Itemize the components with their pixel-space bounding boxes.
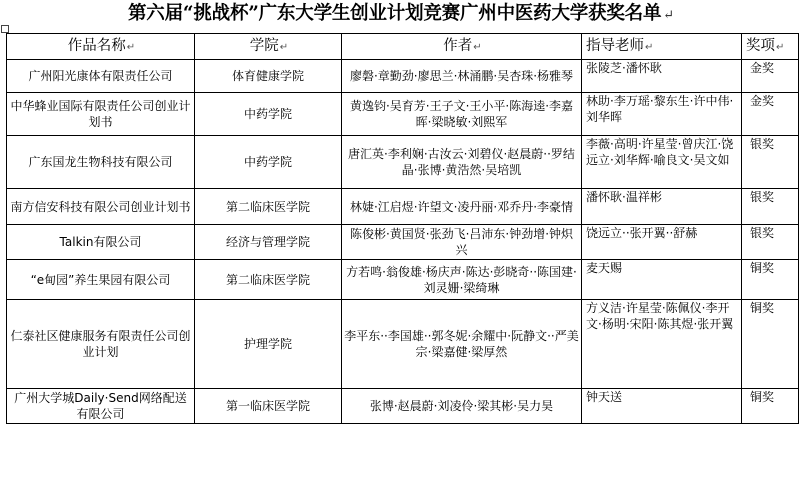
authors: 唐汇英·李利娴·古汝云·刘碧仪·赵晨蔚··罗结晶·张博·黄浩然·吴培凯 [342,136,582,189]
mentors: 林助·李万瑶·黎东生·许中伟·刘华晖 [582,93,742,136]
page-title [0,0,802,30]
project-name: 广州大学城Daily·Send网络配送有限公司 [7,389,195,424]
mentors: 李薇·高明·许星莹·曾庆江·饶远立·刘华辉·喻良文·吴文如 [582,136,742,189]
mentors: 麦天赐 [582,260,742,300]
mentors: 张陵芝·潘怀耿 [582,60,742,93]
school-name: 中药学院 [195,93,342,136]
school-name: 经济与管理学院 [195,225,342,260]
header-cell-award: 奖项↵ [742,34,799,60]
table-row [7,300,799,389]
school-name: 中药学院 [195,136,342,189]
header-cell-name: 作品名称↵ [7,34,195,60]
award: 金奖 [742,60,799,93]
mentors: 钟天送 [582,389,742,424]
authors: 李平东··李国雄··郭冬妮·余耀中·阮静文··严美宗·梁嘉健·梁厚然 [342,300,582,389]
table-row [7,389,799,424]
mentors: 方义洁·许星莹·陈佩仪·李开文·杨明·宋阳·陈其煜·张开翼 [582,300,742,389]
project-name: 广州阳光康体有限责任公司 [7,60,195,93]
school-name: 第一临床医学院 [195,389,342,424]
header-cell-authors: 作者↵ [342,34,582,60]
school-name: 第二临床医学院 [195,260,342,300]
authors: 廖磐·章勤劲·廖思兰·林涌鹏·吴杏珠·杨雅琴 [342,60,582,93]
table-row [7,189,799,225]
table-row [7,225,799,260]
project-name: Talkin有限公司 [7,225,195,260]
award: 金奖 [742,93,799,136]
header-cell-school: 学院↵ [195,34,342,60]
table-row [7,136,799,189]
mentors: 潘怀耿·温祥彬 [582,189,742,225]
cell-mark-icon: ↵ [776,41,785,53]
award: 铜奖 [742,389,799,424]
table-row [7,260,799,300]
cell-mark-icon: ↵ [473,41,482,53]
title-text: 第六届“挑战杯”广东大学生创业计划竞赛广州中医药大学获奖名单 [128,3,662,24]
cell-mark-icon: ↵ [126,41,136,53]
project-name: “e甸园”养生果园有限公司 [7,260,195,300]
award-table [6,33,799,424]
authors: 张博·赵晨蔚·刘凌伶·梁其彬·吴力昊 [342,389,582,424]
project-name: 南方信安科技有限公司创业计划书 [7,189,195,225]
award: 银奖 [742,136,799,189]
table-row [7,60,799,93]
authors: 陈俊彬·黄国贤·张劲飞·吕沛东·钟劲增·钟炽兴 [342,225,582,260]
cell-mark-icon: ↵ [279,41,289,53]
header-cell-mentors: 指导老师↵ [582,34,742,60]
authors: 林婕·江启煜·许望文·凌丹丽·邓乔丹·李豪情 [342,189,582,225]
project-name: 广东国龙生物科技有限公司 [7,136,195,189]
authors: 方若鸣·翁俊雄·杨庆声·陈达·彭晓奇··陈国建·刘灵姗·梁绮琳 [342,260,582,300]
school-name: 护理学院 [195,300,342,389]
table-row [7,93,799,136]
award: 铜奖 [742,260,799,300]
project-name: 中华蜂业国际有限责任公司创业计划书 [7,93,195,136]
award: 银奖 [742,225,799,260]
school-name: 第二临床医学院 [195,189,342,225]
authors: 黄逸钧·吴育芳·王子文·王小平·陈海逵·李嘉晖·梁晓敏·刘熙军 [342,93,582,136]
cell-mark-icon: ↵ [645,41,654,53]
project-name: 仁泰社区健康服务有限责任公司创业计划 [7,300,195,389]
award: 银奖 [742,189,799,225]
table-header-row [7,34,799,60]
table-anchor-icon[interactable] [1,25,9,33]
award: 铜奖 [742,300,799,389]
paragraph-mark-icon: ↵ [663,8,674,23]
school-name: 体育健康学院 [195,60,342,93]
mentors: 饶远立··张开翼··舒赫 [582,225,742,260]
